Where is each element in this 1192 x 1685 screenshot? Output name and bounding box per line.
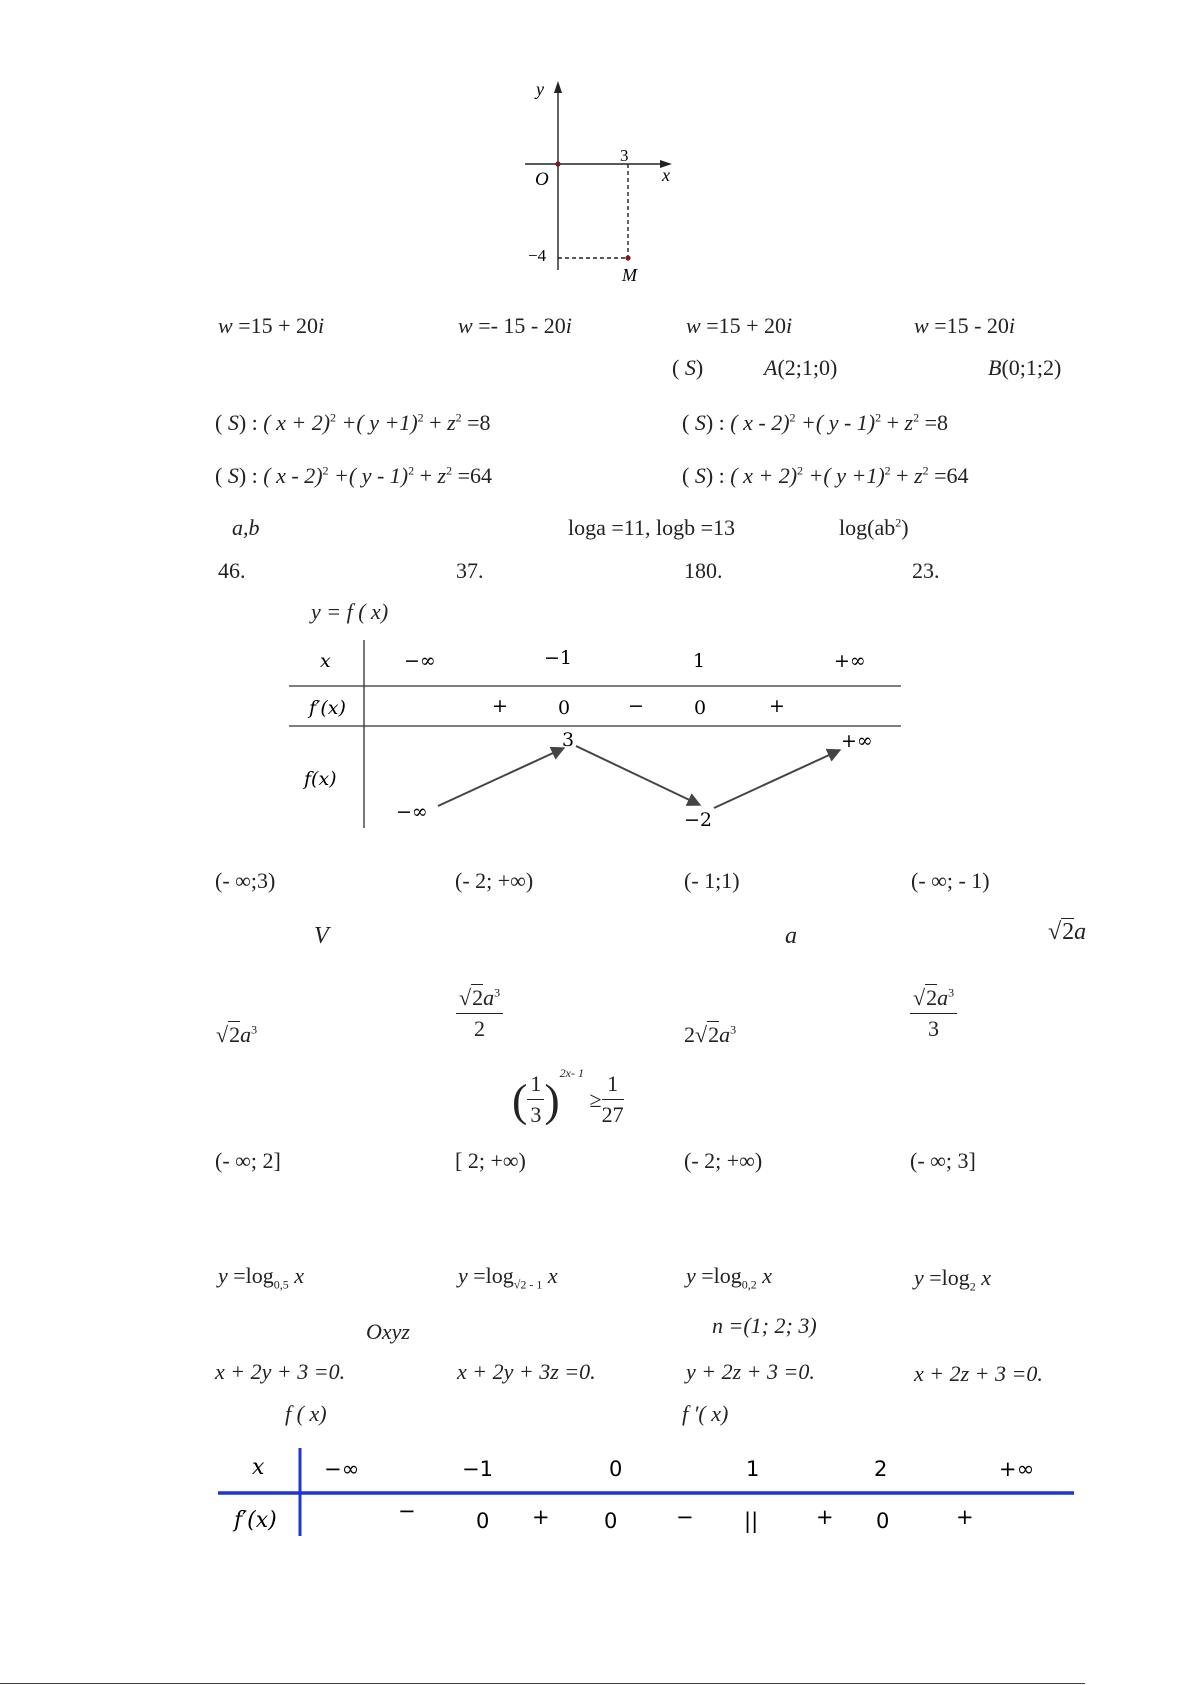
row-x-label: x bbox=[320, 650, 331, 672]
q1-option-a[interactable]: w =15 + 20i bbox=[218, 313, 325, 338]
x-val: +∞ bbox=[999, 1457, 1035, 1481]
q8-option-c[interactable]: y + 2z + 3 =0. bbox=[686, 1359, 815, 1384]
sign: 0 bbox=[876, 1509, 890, 1533]
q7-option-d[interactable]: $y =\log_2$ x bbox=[914, 1265, 992, 1294]
coordinate-graph bbox=[520, 75, 690, 290]
q8-option-b[interactable]: x + 2y + 3z =0. bbox=[457, 1359, 596, 1384]
q4-function: y = f ( x) bbox=[311, 599, 389, 624]
x-val: 2 bbox=[874, 1457, 888, 1481]
f-val: −∞ bbox=[396, 801, 428, 823]
q8-option-d[interactable]: x + 2z + 3 =0. bbox=[914, 1361, 1043, 1386]
q3-option-a[interactable]: 46. bbox=[218, 558, 246, 583]
q3-vars: a,b bbox=[232, 515, 260, 540]
q7-option-b[interactable]: $y =\log_{√2 - 1}$ x bbox=[458, 1263, 558, 1292]
q6-option-d[interactable]: (- ∞; 3] bbox=[910, 1148, 976, 1173]
q4-option-a[interactable]: (- ∞;3) bbox=[215, 868, 276, 893]
x-val: 1 bbox=[693, 650, 706, 672]
q8-space: Oxyz bbox=[366, 1319, 410, 1344]
arrow-up-1 bbox=[438, 748, 564, 806]
q1-option-b[interactable]: w =- 15 - 20i bbox=[458, 313, 572, 338]
q6-inequality: ( $\frac{1}{3}$ )$^{2x- 1}$ ≥ $\frac{1}{27}$ bbox=[512, 1066, 624, 1128]
x-val: +∞ bbox=[834, 650, 866, 672]
x-val: 0 bbox=[609, 1457, 623, 1481]
q9-sign-table bbox=[214, 1444, 1078, 1540]
sign: + bbox=[956, 1505, 974, 1529]
y-axis-label: y bbox=[536, 79, 544, 99]
q9-function: f ( x) bbox=[285, 1401, 327, 1426]
sign: + bbox=[816, 1505, 834, 1529]
sign: − bbox=[398, 1499, 416, 1523]
q2-option-d[interactable]: ( S) : ( x + 2)$^2$ +( $y +1)^2 + z^2 =64$ bbox=[682, 463, 969, 488]
q8-normal-vector: n =(1; 2; 3) bbox=[712, 1313, 817, 1338]
q3-ask: $\log(ab^2)$ bbox=[839, 515, 909, 540]
q2-option-a[interactable]: ( S) : ( x + 2)$^2$ +( $y +1)^2 + z^2 =8$ bbox=[215, 410, 491, 435]
q2-point-a: A(2;1;0) bbox=[764, 355, 838, 380]
point-m bbox=[625, 255, 630, 260]
sign: 0 bbox=[604, 1509, 618, 1533]
q3-option-c[interactable]: 180. bbox=[684, 558, 723, 583]
fp-sign: + bbox=[769, 695, 785, 717]
q4-option-c[interactable]: (- 1;1) bbox=[684, 868, 740, 893]
x-val: 1 bbox=[746, 1457, 760, 1481]
origin-label: O bbox=[535, 169, 549, 190]
q6-option-a[interactable]: (- ∞; 2] bbox=[215, 1148, 281, 1173]
f-val: −2 bbox=[684, 809, 713, 831]
arrow-up-2 bbox=[714, 750, 840, 808]
x-axis-label: x bbox=[662, 165, 670, 185]
q8-option-a[interactable]: x + 2y + 3 =0. bbox=[215, 1359, 346, 1384]
q4-option-b[interactable]: (- 2; +∞) bbox=[455, 868, 534, 893]
row-fp-label: f′(x) bbox=[309, 697, 346, 719]
q4-option-d[interactable]: (- ∞; - 1) bbox=[911, 868, 990, 893]
point-m-label: M bbox=[622, 265, 637, 285]
x-val: −1 bbox=[462, 1457, 493, 1481]
q1-option-d[interactable]: w =15 - 20i bbox=[914, 313, 1016, 338]
q2-option-c[interactable]: ( S) : ( x - 2)$^2$ +( $y - 1)^2 + z^2 =64$ bbox=[215, 463, 493, 488]
q5-volume-symbol: V bbox=[314, 923, 329, 949]
q5-option-b[interactable]: $\frac{√2a^3}{2}$ bbox=[456, 985, 503, 1042]
fp-sign: − bbox=[628, 695, 644, 717]
origin-point bbox=[555, 161, 560, 166]
q2-option-b[interactable]: ( S) : ( x - 2)$^2$ +( $y - 1)^2 + z^2 =8$ bbox=[682, 410, 949, 435]
fp-sign: + bbox=[492, 695, 508, 717]
q5-option-c[interactable]: $2√2a^3$ bbox=[684, 1022, 737, 1047]
f-val: 3 bbox=[562, 729, 575, 751]
q2-point-b: B(0;1;2) bbox=[988, 355, 1062, 380]
q5-edge-sqrt2a: √2a bbox=[1048, 919, 1087, 945]
q1-option-c[interactable]: w =15 + 20i bbox=[686, 313, 793, 338]
q6-option-c[interactable]: (- 2; +∞) bbox=[684, 1148, 763, 1173]
q4-variation-table bbox=[286, 638, 906, 838]
q2-sphere-name: ( S) bbox=[672, 355, 704, 380]
q3-given: loga =11, logb =13 bbox=[568, 515, 735, 540]
q3-option-d[interactable]: 23. bbox=[912, 558, 940, 583]
sign: + bbox=[532, 1505, 550, 1529]
x-tick-label: 3 bbox=[620, 146, 629, 165]
arrow-down bbox=[576, 746, 700, 805]
q5-edge-a: a bbox=[785, 923, 797, 949]
q5-option-a[interactable]: $√2a^3$ bbox=[216, 1022, 258, 1047]
sign: 0 bbox=[476, 1509, 490, 1533]
q9-derivative: f ′( x) bbox=[682, 1401, 729, 1426]
x-val: −∞ bbox=[404, 650, 436, 672]
f-val: +∞ bbox=[841, 730, 873, 752]
q7-option-a[interactable]: $y =\log_{0,5}$ x bbox=[218, 1263, 305, 1292]
q5-option-d[interactable]: $\frac{√2a^3}{3}$ bbox=[910, 985, 957, 1042]
sign: − bbox=[676, 1505, 694, 1529]
y-tick-label: −4 bbox=[528, 246, 547, 265]
row-x-label: x bbox=[252, 1455, 265, 1480]
fp-sign: 0 bbox=[558, 697, 571, 719]
sign: || bbox=[744, 1509, 759, 1533]
q3-option-b[interactable]: 37. bbox=[456, 558, 484, 583]
fp-sign: 0 bbox=[694, 697, 707, 719]
row-f-label: f(x) bbox=[304, 768, 337, 790]
x-val: −∞ bbox=[324, 1457, 360, 1481]
x-val: −1 bbox=[544, 647, 573, 669]
q7-option-c[interactable]: $y =\log_{0,2}$ x bbox=[686, 1263, 773, 1292]
row-fp-label: f′(x) bbox=[234, 1508, 277, 1533]
page-bottom-rule bbox=[0, 1683, 1085, 1684]
q6-option-b[interactable]: [ 2; +∞) bbox=[455, 1148, 526, 1173]
